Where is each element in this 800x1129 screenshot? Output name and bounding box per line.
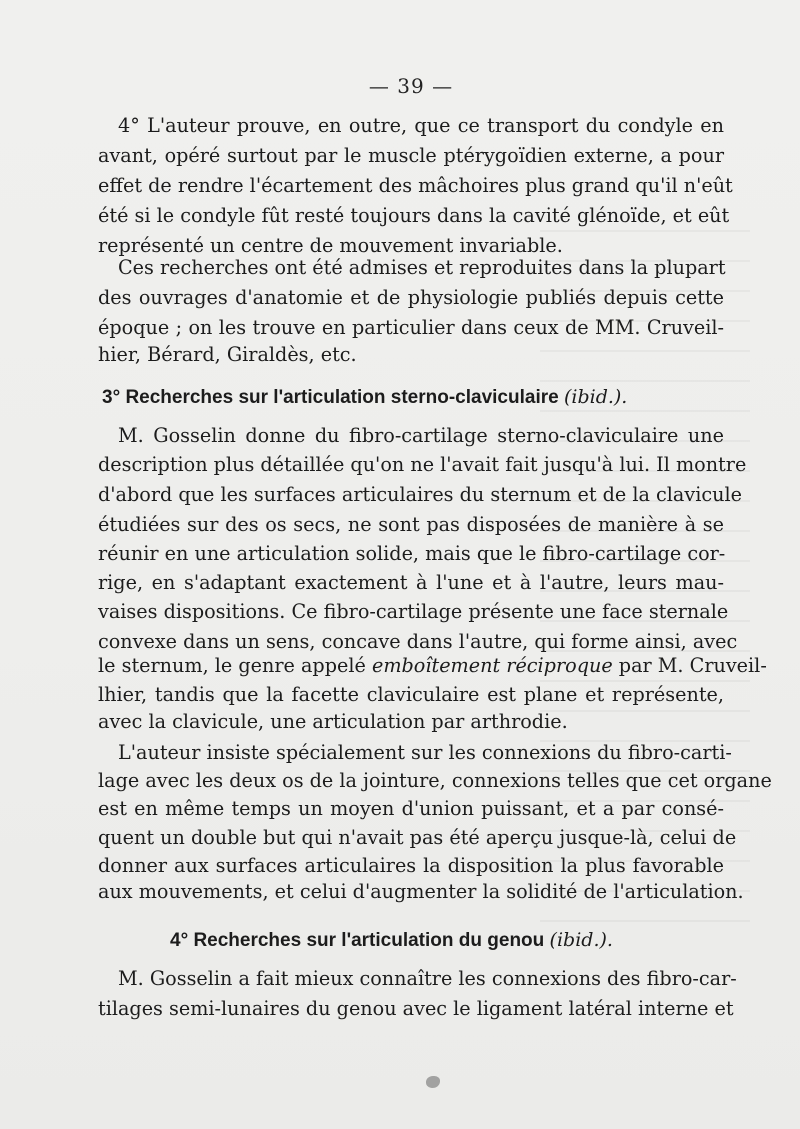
text-line: M. Gosselin a fait mieux connaître les connexions des fibro-car- — [118, 967, 737, 990]
text-line: lage avec les deux os de la jointure, connexions telles que cet organe — [98, 769, 772, 792]
text-line: description plus détaillée qu'on ne l'avait fait jusqu'à lui. Il montre — [98, 453, 747, 476]
text-segment: par M. Cruveil- — [618, 654, 767, 677]
text-line: lhier, tandis que la facette claviculaire est plane et représente, — [98, 683, 724, 706]
heading-text: 4° Recherches sur l'articulation du genou — [170, 930, 545, 951]
page-number: — 39 — — [368, 74, 454, 98]
section-heading — [98, 382, 728, 412]
heading-ref: (ibid.). — [563, 386, 628, 408]
text-line: réunir en une articulation solide, mais que le fibro-cartilage cor- — [98, 542, 726, 565]
text-line: est en même temps un moyen d'union puissant, et a par consé- — [98, 797, 724, 820]
text-line: des ouvrages d'anatomie et de physiologie publiés depuis cette — [98, 286, 724, 309]
text-line: représenté un centre de mouvement invariable. — [98, 234, 563, 257]
text-line: tilages semi-lunaires du genou avec le ligament latéral interne et — [98, 997, 734, 1020]
text-line: quent un double but qui n'avait pas été aperçu jusque-là, celui de — [98, 826, 737, 849]
text-line: vaises dispositions. Ce fibro-cartilage présente une face sternale — [98, 600, 729, 623]
heading-ref: (ibid.). — [549, 929, 613, 951]
text-line: été si le condyle fût resté toujours dans la cavité glénoïde, et eût — [98, 204, 730, 227]
text-line: hier, Bérard, Giraldès, etc. — [98, 343, 357, 366]
text-line: d'abord que les surfaces articulaires du sternum et de la clavicule — [98, 483, 742, 506]
text-line: avec la clavicule, une articulation par arthrodie. — [98, 710, 568, 733]
text-line: donner aux surfaces articulaires la disposition la plus favorable — [98, 854, 724, 877]
text-line — [98, 651, 767, 681]
text-segment: le sternum, le genre appelé — [98, 654, 366, 677]
text-line: avant, opéré surtout par le muscle ptérygoïdien externe, a pour — [98, 144, 724, 167]
text-line: M. Gosselin donne du fibro-cartilage sterno-claviculaire une — [118, 424, 724, 447]
text-line: époque ; on les trouve en particulier dans ceux de MM. Cruveil- — [98, 316, 724, 339]
text-line: 4° L'auteur prouve, en outre, que ce transport du condyle en — [118, 114, 724, 137]
text-line: Ces recherches ont été admises et reproduites dans la plupart — [118, 256, 726, 279]
heading-text: 3° Recherches sur l'articulation sterno-claviculaire — [102, 387, 559, 408]
section-heading — [98, 925, 724, 955]
text-line: L'auteur insiste spécialement sur les connexions du fibro-carti- — [118, 741, 732, 764]
text-line: aux mouvements, et celui d'augmenter la solidité de l'articulation. — [98, 880, 744, 903]
italic-term: emboîtement réciproque — [371, 654, 613, 677]
text-line: effet de rendre l'écartement des mâchoires plus grand qu'il n'eût — [98, 174, 733, 197]
text-line: convexe dans un sens, concave dans l'autre, qui forme ainsi, avec — [98, 630, 738, 653]
ink-blot — [426, 1076, 440, 1088]
text-line: rige, en s'adaptant exactement à l'une et à l'autre, leurs mau- — [98, 571, 724, 594]
text-line: étudiées sur des os secs, ne sont pas disposées de manière à se — [98, 513, 724, 536]
